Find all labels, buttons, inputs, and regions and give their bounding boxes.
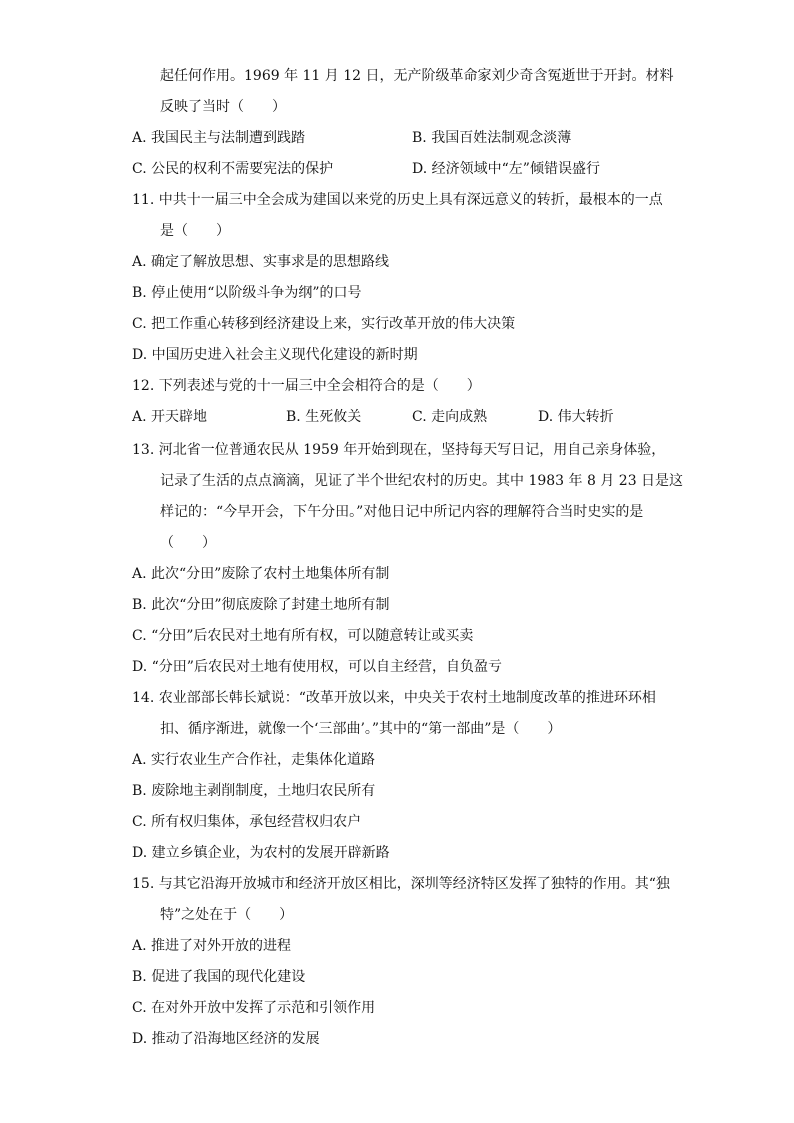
q12-stem-line-1: 12. 下列表述与党的十一届三中全会相符合的是（ ） <box>132 378 481 394</box>
q11-option-d[interactable]: D. 中国历史进入社会主义现代化建设的新时期 <box>132 347 418 363</box>
q13-option-d[interactable]: D. “分田”后农民对土地有使用权，可以自主经营，自负盈亏 <box>132 659 502 675</box>
q15-option-c[interactable]: C. 在对外开放中发挥了示范和引领作用 <box>132 1000 376 1016</box>
q13-option-c[interactable]: C. “分田”后农民对土地有所有权，可以随意转让或买卖 <box>132 628 474 644</box>
q11-option-c[interactable]: C. 把工作重心转移到经济建设上来，实行改革开放的伟大决策 <box>132 316 516 332</box>
q14-stem-line-1: 14. 农业部部长韩长斌说：“改革开放以来，中央关于农村土地制度改革的推进环环相 <box>132 690 656 706</box>
q13-option-b[interactable]: B. 此次“分田”彻底废除了封建土地所有制 <box>132 597 390 613</box>
q10-stem-line-2: 反映了当时（ ） <box>160 99 286 115</box>
q13-stem-line-1: 13. 河北省一位普通农民从 1959 年开始到现在，坚持每天写日记，用自己亲身体验， <box>132 442 666 458</box>
q15-stem-line-2: 特”之处在于（ ） <box>160 907 294 923</box>
q11-stem-line-2: 是（ ） <box>160 223 230 239</box>
q11-stem-line-1: 11. 中共十一届三中全会成为建国以来党的历史上具有深远意义的转折，最根本的一点 <box>132 192 663 208</box>
q11-option-a[interactable]: A. 确定了解放思想、实事求是的思想路线 <box>132 254 390 270</box>
q15-option-d[interactable]: D. 推动了沿海地区经济的发展 <box>132 1031 320 1047</box>
q10-option-a[interactable]: A. 我国民主与法制遭到践踏 <box>132 130 306 146</box>
q14-option-b[interactable]: B. 废除地主剥削制度，土地归农民所有 <box>132 783 376 799</box>
q12-option-c[interactable]: C. 走向成熟 <box>412 409 488 425</box>
q15-option-a[interactable]: A. 推进了对外开放的进程 <box>132 938 292 954</box>
q12-option-d[interactable]: D. 伟大转折 <box>538 409 614 425</box>
q14-option-a[interactable]: A. 实行农业生产合作社，走集体化道路 <box>132 752 376 768</box>
q14-stem-line-2: 扣、循序渐进，就像一个‘三部曲’。”其中的“第一部曲”是（ ） <box>160 721 562 737</box>
q13-stem-line-4: （ ） <box>160 535 216 551</box>
q15-stem-line-1: 15. 与其它沿海开放城市和经济开放区相比，深圳等经济特区发挥了独特的作用。其“独 <box>132 876 670 892</box>
q10-stem-line-1: 起任何作用。1969 年 11 月 12 日，无产阶级革命家刘少奇含冤逝世于开封。材料 <box>160 68 674 84</box>
q10-option-b[interactable]: B. 我国百姓法制观念淡薄 <box>412 130 572 146</box>
q15-option-b[interactable]: B. 促进了我国的现代化建设 <box>132 969 306 985</box>
q10-option-d[interactable]: D. 经济领域中“左”倾错误盛行 <box>412 161 600 177</box>
q14-option-d[interactable]: D. 建立乡镇企业，为农村的发展开辟新路 <box>132 845 390 861</box>
q13-stem-line-2: 记录了生活的点点滴滴，见证了半个世纪农村的历史。其中 1983 年 8 月 23 日是这 <box>160 473 684 489</box>
q12-option-b[interactable]: B. 生死攸关 <box>286 409 362 425</box>
q14-option-c[interactable]: C. 所有权归集体，承包经营权归农户 <box>132 814 362 830</box>
q11-option-b[interactable]: B. 停止使用“以阶级斗争为纲”的口号 <box>132 285 362 301</box>
q13-stem-line-3: 样记的：“今早开会，下午分田。”对他日记中所记内容的理解符合当时史实的是 <box>160 504 644 520</box>
q13-option-a[interactable]: A. 此次“分田”废除了农村土地集体所有制 <box>132 566 390 582</box>
q10-option-c[interactable]: C. 公民的权利不需要宪法的保护 <box>132 161 334 177</box>
q12-option-a[interactable]: A. 开天辟地 <box>132 409 208 425</box>
